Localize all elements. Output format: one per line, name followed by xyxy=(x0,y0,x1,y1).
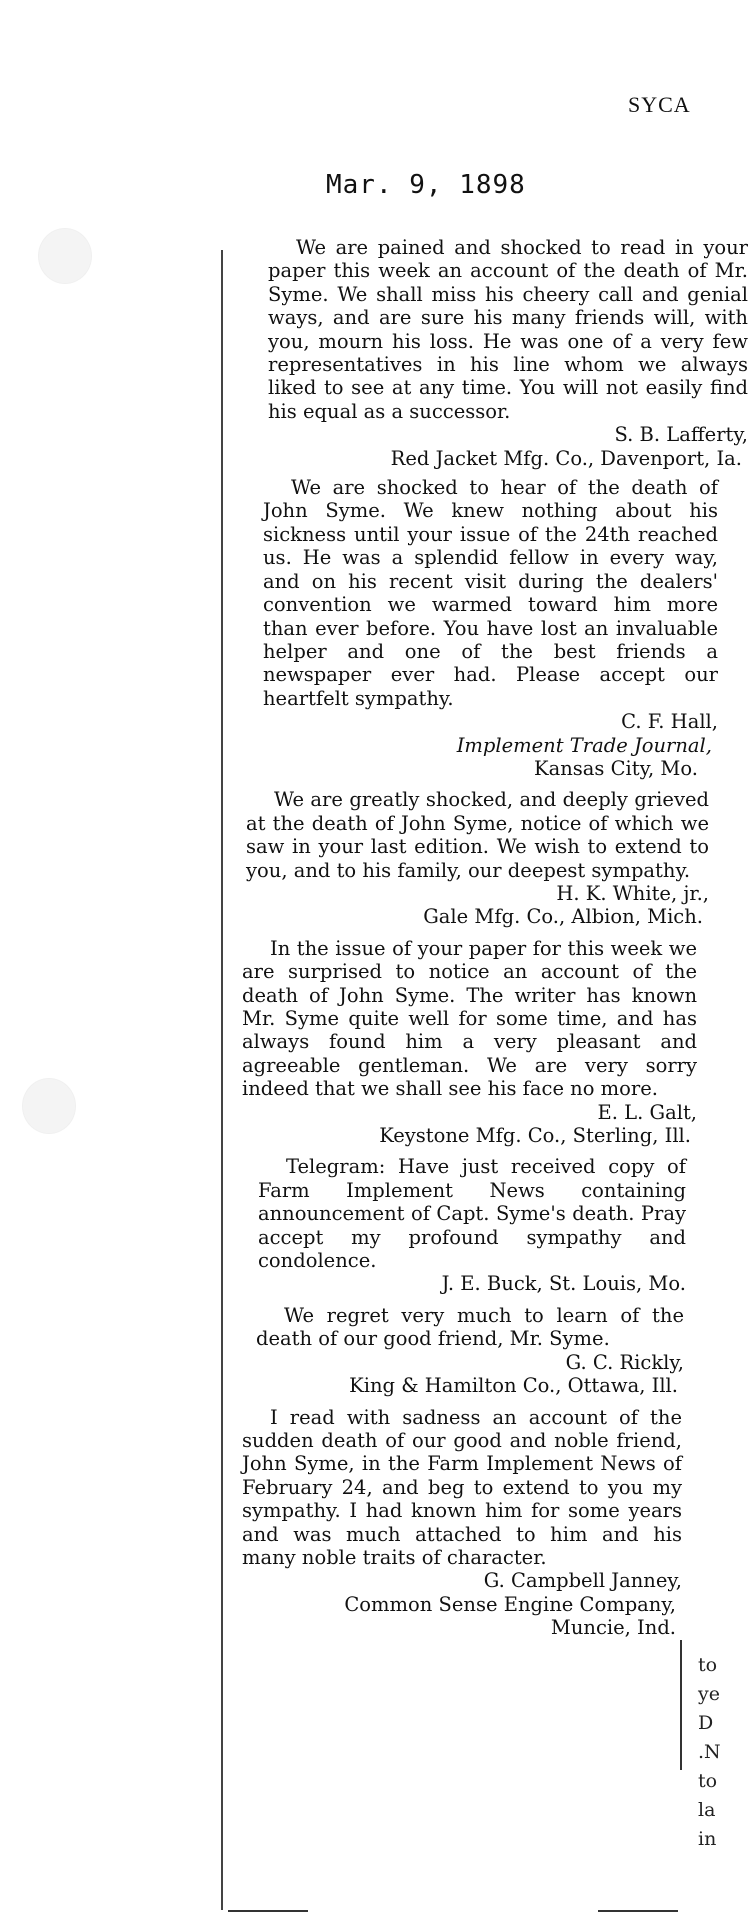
letter-lafferty xyxy=(268,236,748,470)
letter-org: Common Sense Engine Company, Muncie, Ind. xyxy=(344,1592,676,1640)
letter-body: We are pained and shocked to read in your paper this week an account of the death of Mr. Syme. We shall miss his cheery call and genial ways, and are sure his many friends will, with you, mourn his loss. He was one of a very few representatives in his line whom we always liked to see at any time. You will not easily find his equal as a successor. xyxy=(268,236,748,423)
edge-fragment: to xyxy=(698,1770,718,1792)
letter-body: We are greatly shocked, and deeply grieved at the death of John Syme, notice of which we saw in your last edition. We wish to extend to you, and to his family, our deepest sympathy. xyxy=(246,788,709,882)
letter-signer: G. C. Rickly, xyxy=(565,1350,684,1374)
dateline: Mar. 9, 1898 xyxy=(326,170,526,200)
letter-org: King & Hamilton Co., Ottawa, Ill. xyxy=(349,1374,678,1398)
letter-org: Keystone Mfg. Co., Sterling, Ill. xyxy=(379,1124,691,1148)
letter-buck xyxy=(258,1155,686,1295)
header-title-fragment: SYCA xyxy=(628,92,691,117)
edge-fragment: ye xyxy=(698,1683,720,1705)
footer-rule-left xyxy=(228,1910,308,1912)
letter-hall xyxy=(263,476,718,780)
edge-fragment: .N xyxy=(698,1741,721,1763)
letter-body: I read with sadness an account of the sudden death of our good and noble friend, John Syme, in the Farm Implement News of February 24, and beg to extend to you my sympathy. I had known him for some years and was much attached to him and his many noble traits of character. xyxy=(242,1405,682,1569)
letter-org: Implement Trade Journal, xyxy=(456,733,712,757)
letter-signer: J. E. Buck, St. Louis, Mo. xyxy=(441,1272,686,1296)
letter-signer: H. K. White, jr., xyxy=(556,881,709,905)
letter-org: Red Jacket Mfg. Co., Davenport, Ia. xyxy=(390,446,742,470)
letter-signer: S. B. Lafferty, xyxy=(614,423,748,447)
letter-signer: G. Campbell Janney, xyxy=(483,1569,682,1593)
binder-hole-top xyxy=(38,228,92,284)
letter-white xyxy=(246,788,709,928)
letter-body: We are shocked to hear of the death of John Syme. We knew nothing about his sickness until your issue of the 24th reached us. He was a splendid fellow in every way, and on his recent visit during the dealers' convention we warmed toward him more than ever before. You have lost an invaluable helper and one of the best friends a newspaper ever had. Please accept our heartfelt sympathy. xyxy=(263,476,718,710)
letter-body: We regret very much to learn of the death of our good friend, Mr. Syme. xyxy=(256,1303,684,1351)
edge-fragment: la xyxy=(698,1799,716,1821)
letter-janney xyxy=(242,1406,682,1640)
letter-rickly xyxy=(256,1304,684,1398)
letter-org: Gale Mfg. Co., Albion, Mich. xyxy=(423,905,703,929)
letter-galt xyxy=(242,937,697,1148)
edge-fragment: to xyxy=(698,1654,718,1676)
letter-place: Kansas City, Mo. xyxy=(534,756,698,780)
right-column-rule xyxy=(680,1640,682,1770)
binder-hole-middle xyxy=(22,1078,76,1134)
letter-body: Telegram: Have just received copy of Farm Implement News containing announcement of Capt. Syme's death. Pray accept my profound sympathy and condolence. xyxy=(258,1155,686,1273)
edge-fragment: in xyxy=(698,1828,717,1850)
footer-rule-right xyxy=(598,1910,678,1912)
letter-signer: C. F. Hall, xyxy=(621,710,718,734)
letter-body: In the issue of your paper for this week we are surprised to notice an account of the death of John Syme. The writer has known Mr. Syme quite well for some time, and has always found him a very pleasant and agreeable gentleman. We are very sorry indeed that we shall see his face no more. xyxy=(242,936,697,1101)
column-rule xyxy=(221,250,223,1910)
edge-fragment: D xyxy=(698,1712,714,1734)
letters-column xyxy=(228,236,748,1640)
letter-signer: E. L. Galt, xyxy=(597,1100,697,1124)
